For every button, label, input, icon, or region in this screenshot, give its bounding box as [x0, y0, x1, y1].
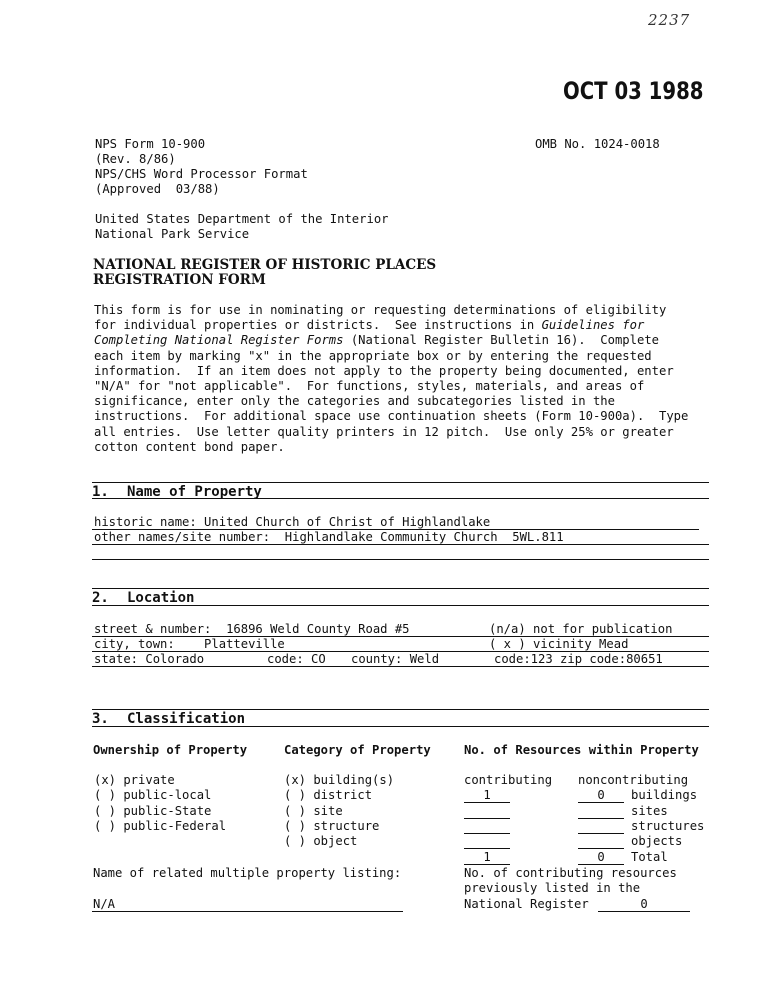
form-format: NPS/CHS Word Processor Format: [95, 167, 308, 181]
field-line: [92, 544, 709, 545]
intro-line: for individual properties or districts. See instructions in Guidelines for: [94, 318, 645, 333]
blank-line: [464, 802, 510, 803]
section-rule: [92, 709, 709, 710]
omb-number: OMB No. 1024-0018: [535, 137, 660, 151]
category-site: ( ) site: [284, 804, 343, 818]
page-title: NATIONAL REGISTER OF HISTORIC PLACES: [93, 257, 437, 273]
previously-listed-label: National Register: [464, 897, 589, 911]
blank-line: [464, 864, 510, 865]
not-for-publication: (n/a) not for publication: [489, 622, 673, 636]
blank-line: [464, 833, 510, 834]
intro-line: Completing National Register Forms (National Register Bulletin 16). Complete: [94, 333, 659, 348]
category-heading: Category of Property: [284, 743, 431, 757]
intro-line: cotton content bond paper.: [94, 439, 285, 454]
section1-number: 1.: [92, 484, 109, 500]
resource-label-sites: sites: [631, 804, 668, 818]
city-town-field: city, town: Platteville: [94, 637, 285, 651]
blank-line: [578, 833, 624, 834]
previously-listed-value: 0: [640, 897, 648, 911]
county-field: county: Weld: [351, 652, 440, 666]
instructions-paragraph: [94, 303, 724, 455]
county-zip-code-field: code:123 zip code:80651: [494, 652, 663, 666]
state-field: state: Colorado: [94, 652, 205, 666]
intro-line: all entries. Use letter quality printers in 12 pitch. Use only 25% or greater: [94, 424, 674, 439]
intro-line: each item by marking "x" in the appropriate box or by entering the requested: [94, 348, 652, 363]
section3-title: Classification: [127, 711, 246, 727]
section-rule: [92, 588, 709, 589]
vicinity-field: ( x ) vicinity Mead: [489, 637, 629, 651]
noncontributing-buildings: 0: [597, 788, 605, 802]
ownership-public-federal: ( ) public-Federal: [94, 819, 227, 833]
section-rule: [92, 726, 709, 727]
form-number: NPS Form 10-900: [95, 137, 206, 151]
resources-heading: No. of Resources within Property: [464, 743, 699, 757]
previously-listed-label: No. of contributing resources: [464, 866, 677, 880]
section-rule: [92, 605, 709, 606]
intro-line: information. If an item does not apply to the property being documented, enter: [94, 363, 674, 378]
received-date-stamp: OCT 03 1988: [563, 77, 704, 105]
field-line: [92, 559, 709, 560]
form-revision: (Rev. 8/86): [95, 152, 176, 166]
guidelines-title: Guidelines for: [541, 318, 645, 333]
blank-line: [578, 864, 624, 865]
agency-department: United States Department of the Interior: [95, 212, 389, 226]
state-code-field: code: CO: [267, 652, 326, 666]
historic-name-field: historic name: United Church of Christ of Highlandlake: [94, 515, 491, 529]
resource-label-objects: objects: [631, 834, 683, 848]
noncontributing-label: noncontributing: [578, 773, 689, 787]
multiple-listing-label: Name of related multiple property listing:: [93, 866, 402, 880]
intro-line: This form is for use in nominating or requesting determinations of eligibility: [94, 303, 667, 317]
intro-line: "N/A" for "not applicable". For functions, styles, materials, and areas of: [94, 379, 645, 394]
section-rule: [92, 498, 709, 499]
category-structure: ( ) structure: [284, 819, 380, 833]
resource-label-buildings: buildings: [631, 788, 698, 802]
category-building: (x) building(s): [284, 773, 395, 787]
blank-line: [578, 848, 624, 849]
category-district: ( ) district: [284, 788, 373, 802]
blank-line: [578, 802, 624, 803]
other-names-field: other names/site number: Highlandlake Community Church 5WL.811: [94, 530, 564, 544]
agency-service: National Park Service: [95, 227, 250, 241]
previously-listed-label: previously listed in the: [464, 881, 641, 895]
section2-number: 2.: [92, 590, 109, 606]
resource-label-structures: structures: [631, 819, 705, 833]
blank-line: [464, 818, 510, 819]
forms-title: Completing National Register Forms: [94, 333, 344, 348]
section1-title: Name of Property: [127, 484, 262, 500]
section-rule: [92, 482, 709, 483]
contributing-buildings: 1: [483, 788, 491, 802]
page-subtitle: REGISTRATION FORM: [93, 272, 266, 288]
intro-line: instructions. For additional space use continuation sheets (Form 10-900a). Type: [94, 409, 689, 424]
form-approved: (Approved 03/88): [95, 182, 220, 196]
noncontributing-total: 0: [597, 850, 605, 864]
street-number-field: street & number: 16896 Weld County Road #5: [94, 622, 410, 636]
field-line: [92, 666, 709, 667]
contributing-label: contributing: [464, 773, 553, 787]
field-line: [92, 911, 403, 912]
intro-line: significance, enter only the categories and subcategories listed in the: [94, 394, 615, 409]
ownership-public-local: ( ) public-local: [94, 788, 212, 802]
handwritten-number: 2237: [648, 11, 691, 29]
resource-label-total: Total: [631, 850, 668, 864]
blank-line: [598, 911, 690, 912]
blank-line: [578, 818, 624, 819]
ownership-private: (x) private: [94, 773, 175, 787]
ownership-public-state: ( ) public-State: [94, 804, 212, 818]
ownership-heading: Ownership of Property: [93, 743, 248, 757]
category-object: ( ) object: [284, 834, 358, 848]
section2-title: Location: [127, 590, 195, 606]
section3-number: 3.: [92, 711, 109, 727]
blank-line: [464, 848, 510, 849]
multiple-listing-value: N/A: [93, 897, 116, 911]
contributing-total: 1: [483, 850, 491, 864]
